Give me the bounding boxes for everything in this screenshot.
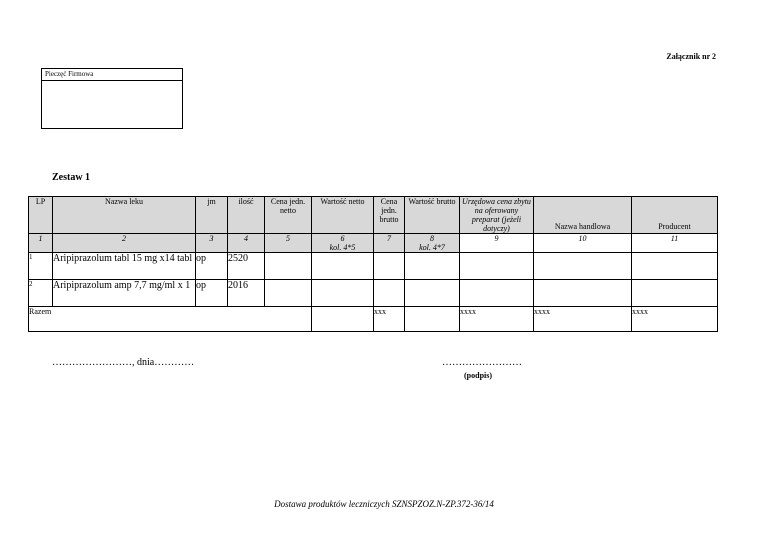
col-official-price-header: Urzędowa cena zbytu na oferowany preparat (jeżeli dotyczy) (460, 197, 534, 234)
col-formula: kol. 4*7 (419, 243, 445, 252)
row-unit-gross-cell[interactable] (374, 253, 405, 280)
col-number: 9 (460, 234, 534, 253)
col-number: 5 (265, 234, 312, 253)
row-lp: 1 (29, 253, 53, 280)
column-number-row (29, 234, 718, 253)
row-unit: op (196, 280, 228, 307)
total-producer: xxxx (632, 307, 718, 332)
offer-table (28, 196, 718, 332)
row-trade-name-cell[interactable] (534, 280, 632, 307)
col-number: 10 (534, 234, 632, 253)
col-number: 1 (29, 234, 53, 253)
set-title: Zestaw 1 (52, 172, 91, 183)
col-formula: kol. 4*5 (329, 243, 356, 252)
col-number: 3 (196, 234, 228, 253)
col-number: 8 (430, 234, 434, 243)
row-value-gross-cell[interactable] (405, 280, 460, 307)
row-value-net-cell[interactable] (312, 253, 374, 280)
total-trade-name: xxxx (534, 307, 632, 332)
col-value-gross-header: Wartość brutto (405, 197, 460, 234)
row-drug-name: Aripiprazolum tabl 15 mg x14 tabl (53, 253, 196, 280)
total-label: Razem (29, 307, 312, 332)
row-official-price-cell[interactable] (460, 253, 534, 280)
row-official-price-cell[interactable] (460, 280, 534, 307)
row-drug-name: Aripiprazolum amp 7,7 mg/ml x 1 (53, 280, 196, 307)
row-qty: 2520 (228, 253, 265, 280)
signature-label: (podpis) (464, 371, 493, 380)
row-producer-cell[interactable] (632, 253, 718, 280)
row-unit: op (196, 253, 228, 280)
row-value-net-cell[interactable] (312, 280, 374, 307)
total-unit-gross: xxx (374, 307, 405, 332)
col-number: 7 (374, 234, 405, 253)
table-row (29, 280, 718, 307)
company-stamp-box (41, 68, 183, 129)
total-official-price: xxxx (460, 307, 534, 332)
col-trade-name-header: Nazwa handlowa (534, 197, 632, 234)
col-unit-gross-header: Cena jedn. brutto (374, 197, 405, 234)
row-producer-cell[interactable] (632, 280, 718, 307)
date-line: ……………………, dnia………… (52, 357, 195, 368)
total-value-gross-cell[interactable] (405, 307, 460, 332)
col-lp-header: LP (29, 197, 53, 234)
col-qty-header: ilość (228, 197, 265, 234)
row-unit-net-cell[interactable] (265, 253, 312, 280)
col-value-net-header: Wartość netto (312, 197, 374, 234)
col-producer-header: Producent (632, 197, 718, 234)
col-number (312, 234, 374, 253)
signature-line: …………………… (442, 357, 522, 368)
col-number: 2 (53, 234, 196, 253)
annex-label: Załącznik nr 2 (666, 52, 716, 61)
col-number: 4 (228, 234, 265, 253)
total-value-net-cell[interactable] (312, 307, 374, 332)
row-value-gross-cell[interactable] (405, 253, 460, 280)
row-qty: 2016 (228, 280, 265, 307)
stamp-label: Pieczęć Firmowa (42, 69, 182, 81)
col-name-header: Nazwa leku (53, 197, 196, 234)
total-row (29, 307, 718, 332)
col-number (405, 234, 460, 253)
col-unit-header: jm (196, 197, 228, 234)
table-row (29, 253, 718, 280)
row-trade-name-cell[interactable] (534, 253, 632, 280)
col-unit-net-header: Cena jedn. netto (265, 197, 312, 234)
row-unit-net-cell[interactable] (265, 280, 312, 307)
col-number: 6 (340, 234, 345, 243)
row-lp: 2 (29, 280, 53, 307)
row-unit-gross-cell[interactable] (374, 280, 405, 307)
footer-text: Dostawa produktów leczniczych SZNSPZOZ.N-ZP.372-36/14 (274, 499, 494, 509)
header-row (29, 197, 718, 234)
col-number: 11 (632, 234, 718, 253)
